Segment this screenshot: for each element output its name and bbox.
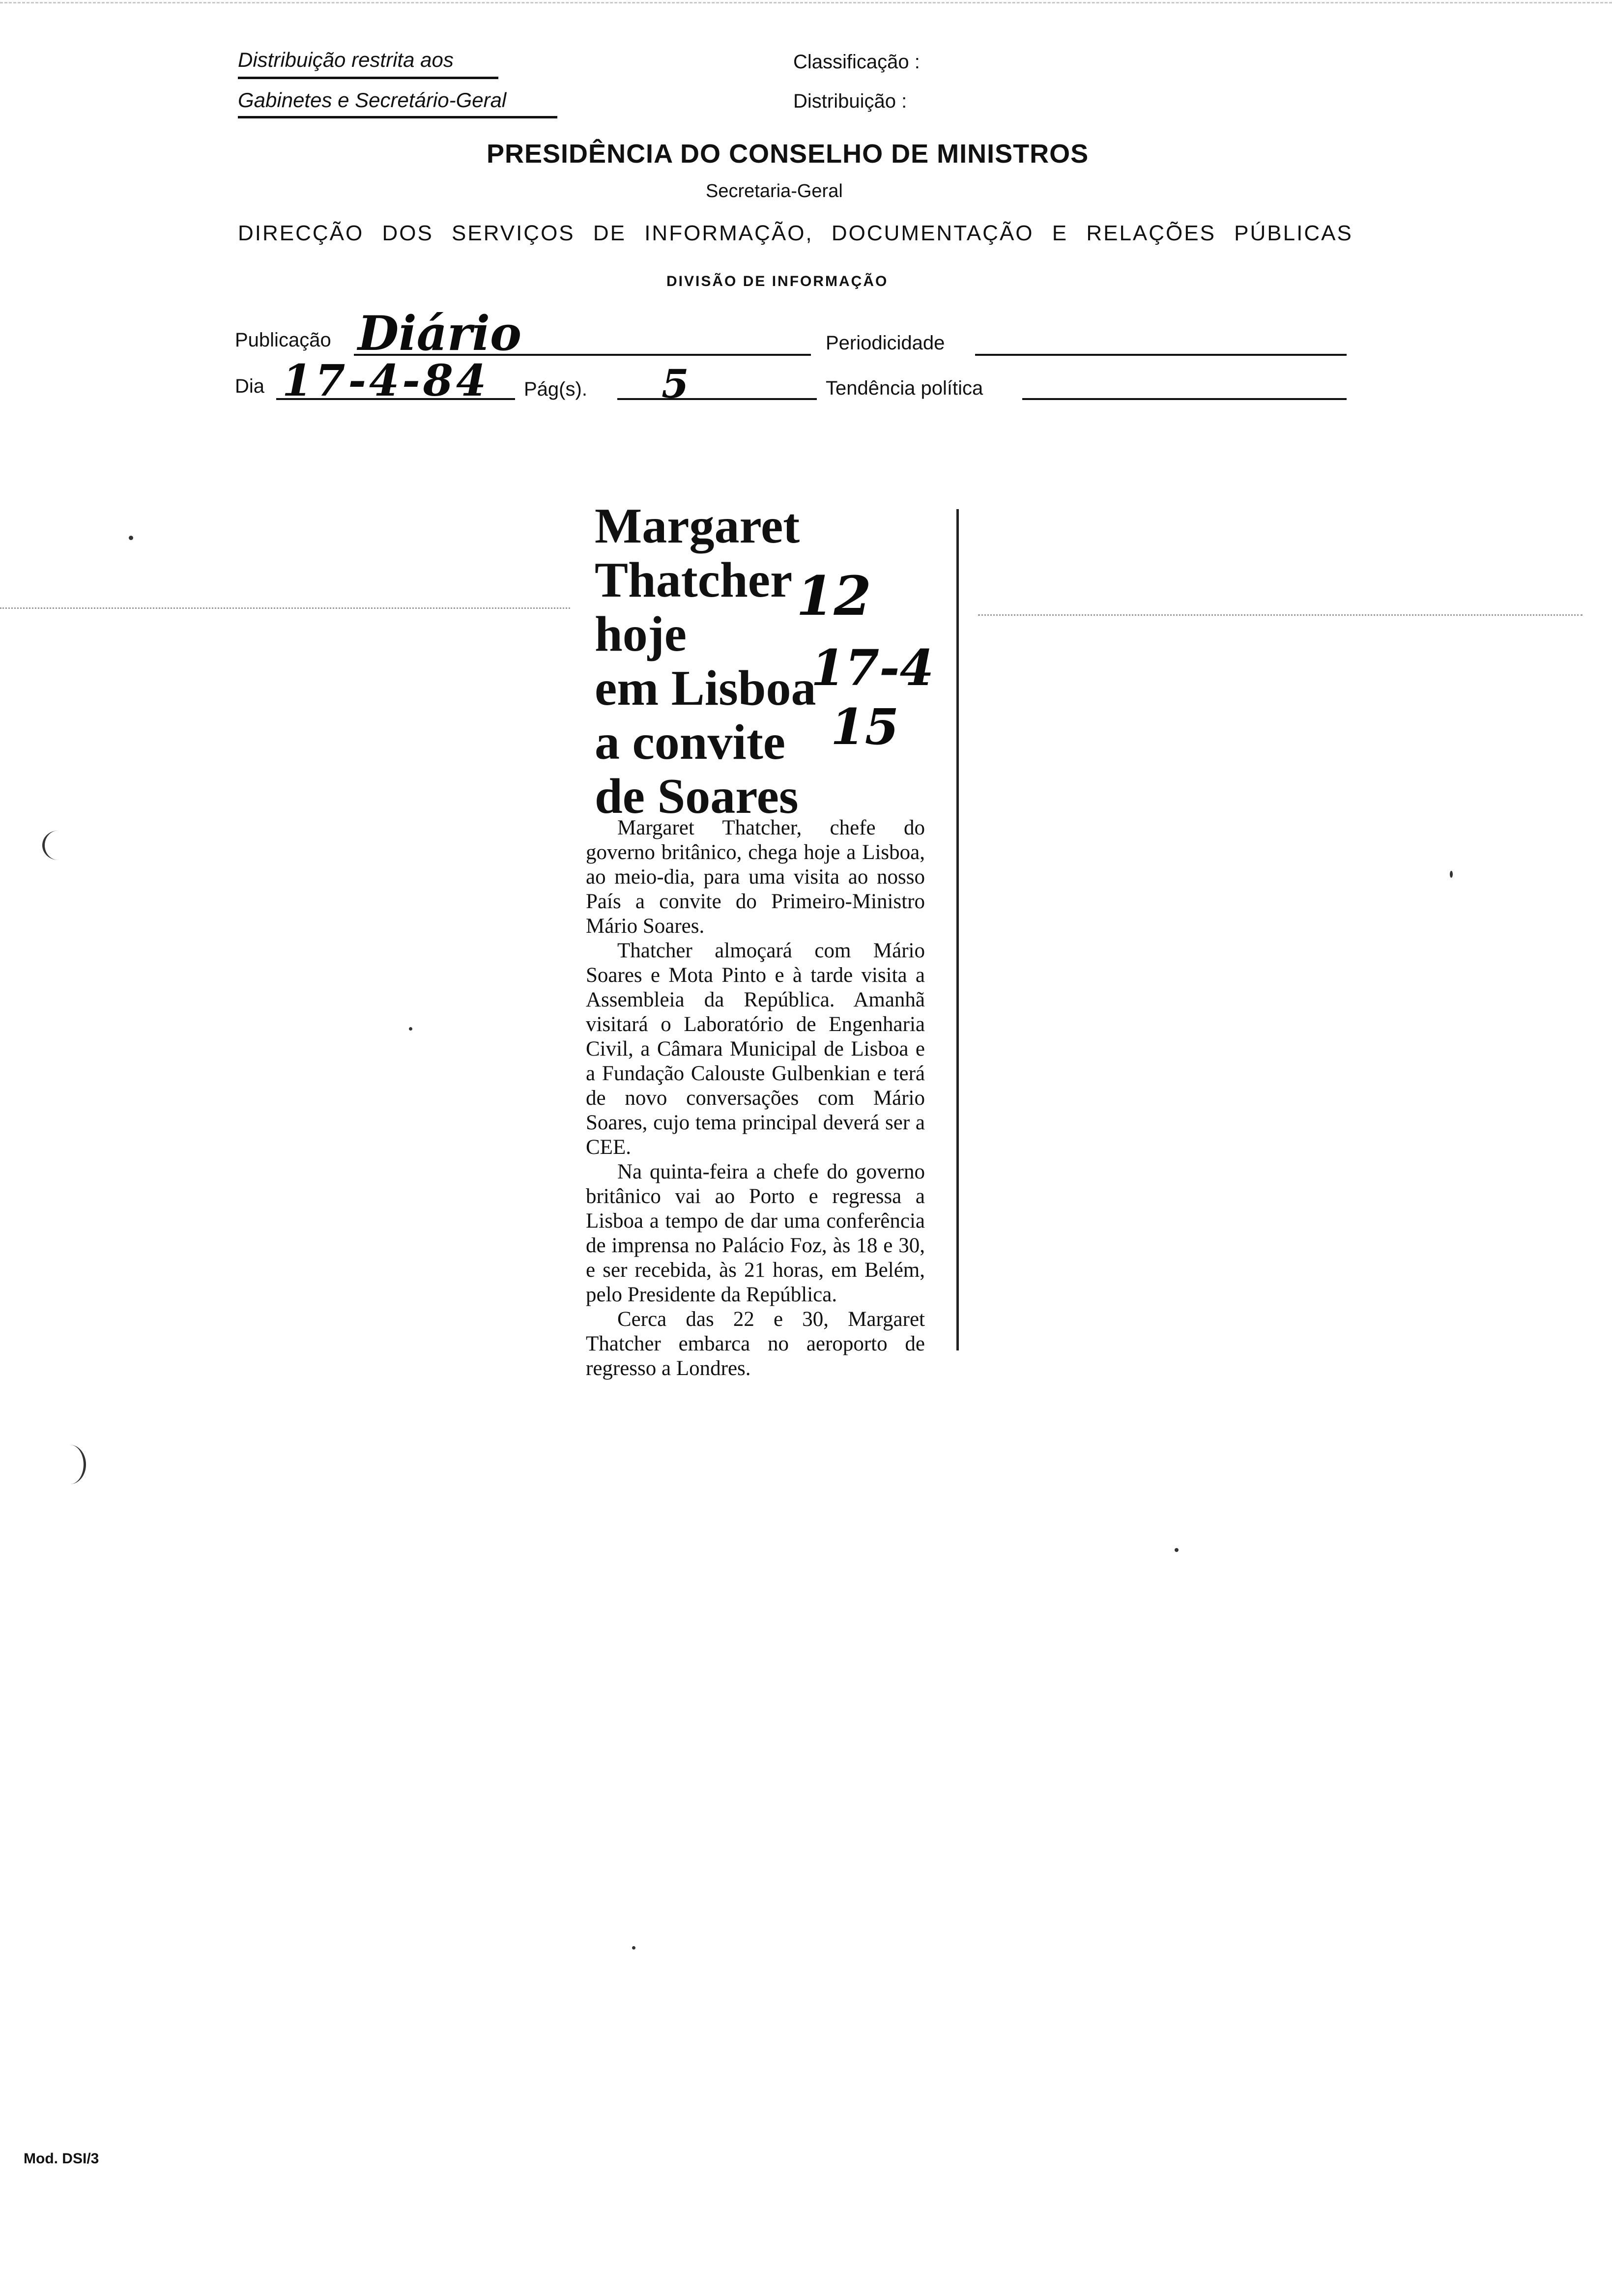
scan-top-edge xyxy=(0,2,1612,3)
article-paragraph-4: Cerca das 22 e 30, Margaret Thatcher embarca no aeroporto de regresso a Londres. xyxy=(586,1308,925,1380)
distribuicao-label: Distribuição : xyxy=(793,90,907,112)
punch-hole-mark-bottom xyxy=(54,1445,86,1484)
headline-line-3: hoje xyxy=(595,606,687,662)
article-paragraph-1: Margaret Thatcher, chefe do governo britânico, chega hoje a Lisboa, ao meio-dia, para uma visita ao nosso País a convite do Primeiro-Ministro Mário Soares. xyxy=(586,816,925,938)
scan-noise-right xyxy=(978,614,1583,616)
article-paragraph-3: Na quinta-feira a chefe do governo britânico vai ao Porto e regressa a Lisboa a tempo de dar uma conferência de imprensa no Palácio Foz, às 18 e 30, e ser recebida, às 21 horas, em Belém, pelo Presidente da República. xyxy=(586,1160,925,1306)
pags-handwritten-value: 5 xyxy=(662,361,689,407)
scan-speck xyxy=(1175,1548,1179,1552)
margin-note-number: 12 xyxy=(796,564,872,628)
dia-line xyxy=(276,398,515,400)
scan-speck xyxy=(129,536,133,540)
pags-label: Pág(s). xyxy=(524,378,587,400)
scan-noise-left xyxy=(0,607,570,609)
headline-line-6: de Soares xyxy=(595,769,799,824)
secretaria-geral: Secretaria-Geral xyxy=(706,181,843,201)
headline-line-2: Thatcher xyxy=(595,552,793,608)
headline-line-5: a convite xyxy=(595,715,786,770)
restricted-underline-2 xyxy=(238,116,557,118)
scan-speck xyxy=(632,1946,635,1950)
form-model-number: Mod. DSI/3 xyxy=(24,2151,99,2167)
scan-speck xyxy=(409,1027,412,1031)
dia-handwritten-value: 17-4-84 xyxy=(282,355,489,406)
divisao-informacao: DIVISÃO DE INFORMAÇÃO xyxy=(666,273,889,289)
margin-note-page: 15 xyxy=(831,698,899,756)
periodicidade-line xyxy=(975,354,1347,356)
restricted-distribution-line1: Distribuição restrita aos xyxy=(238,48,454,71)
tendencia-label: Tendência política xyxy=(826,377,983,399)
article-paragraph-2: Thatcher almoçará com Mário Soares e Mota Pinto e à tarde visita a Assembleia da República. Amanhã visitará o Laboratório de Engenharia Civil, a Câmara Municipal de Lisboa e a Fundação Calouste Gulbenkian e terá de novo conversações com Mário Soares, cujo tema principal deverá ser a CEE. xyxy=(586,939,925,1159)
dia-label: Dia xyxy=(235,375,265,397)
direccao-servicos: DIRECÇÃO DOS SERVIÇOS DE INFORMAÇÃO, DOCUMENTAÇÃO E RELAÇÕES PÚBLICAS xyxy=(238,221,1353,245)
tendencia-line xyxy=(1022,398,1347,400)
restricted-distribution-line2: Gabinetes e Secretário-Geral xyxy=(238,88,507,112)
article-body xyxy=(586,816,925,1381)
punch-hole-mark-top xyxy=(42,831,74,860)
headline-line-4: em Lisboa xyxy=(595,660,816,716)
column-rule xyxy=(956,509,959,1350)
restricted-underline-1 xyxy=(238,77,498,79)
ministry-title: PRESIDÊNCIA DO CONSELHO DE MINISTROS xyxy=(487,139,1089,169)
pags-line xyxy=(617,398,817,400)
periodicidade-label: Periodicidade xyxy=(826,332,945,354)
classificacao-label: Classificação : xyxy=(793,51,920,73)
headline-line-1: Margaret xyxy=(595,498,800,554)
scan-speck xyxy=(1450,871,1453,878)
publicacao-label: Publicação xyxy=(235,329,331,351)
margin-note-date: 17-4 xyxy=(811,639,934,697)
publicacao-handwritten-value: Diário xyxy=(358,306,521,361)
